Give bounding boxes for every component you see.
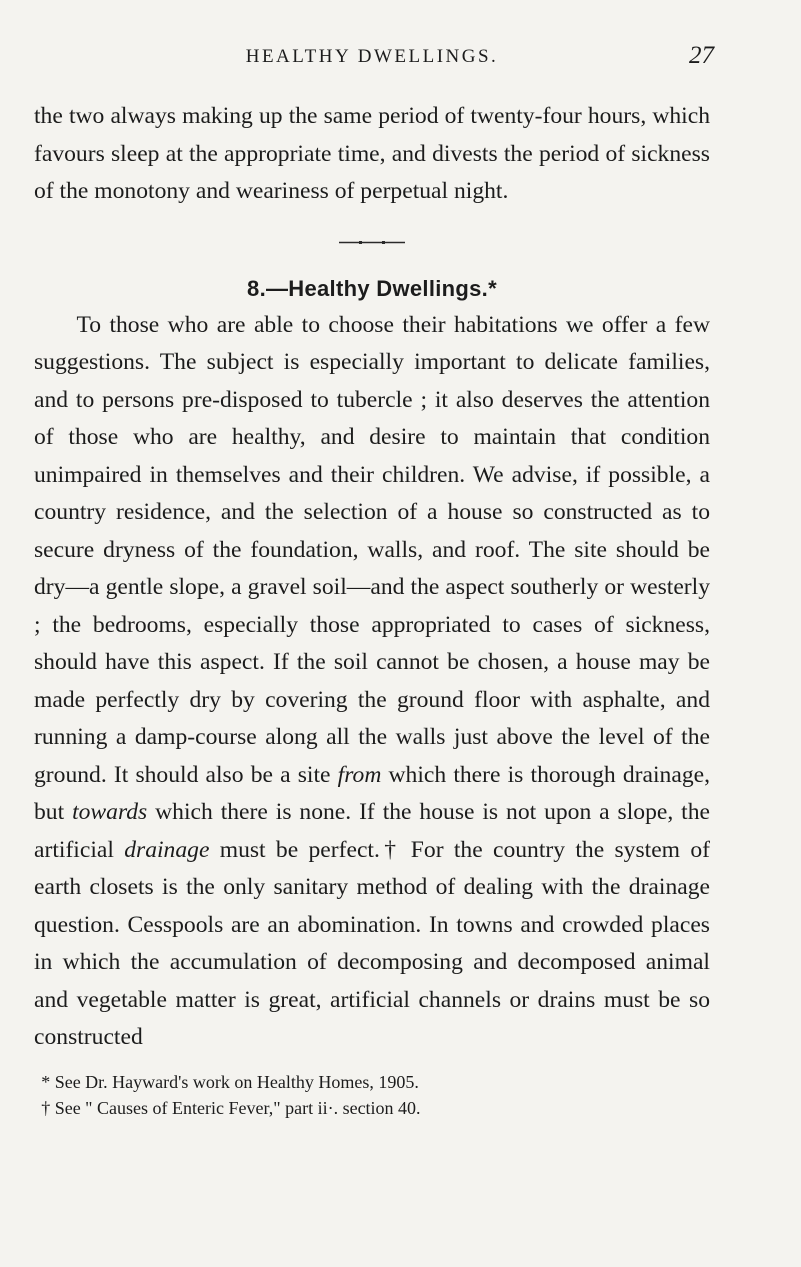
body-text-part3: which there is none. If the house is not upon a slope, the artificial	[34, 799, 710, 863]
page-number: 27	[689, 42, 714, 69]
emphasis-drainage: drainage	[124, 836, 210, 863]
body-text-part1: To those who are able to choose their habitations we offer a few suggestions. The subject is especially important to delicate families, and to persons pre-disposed to tubercle ; it also deserves the attention of those who are healthy, and desire to maintain that condition unimpaired in themselves and their children. We advise, if possible, a country residence, and the selection of a house so constructed as to secure dryness of the foundation, walls, and roof. The site should be dry—a gentle slope, a gravel soil—and the aspect southerly or westerly ; the bedrooms, especially those appropriated to cases of sickness, should have this aspect. If the soil cannot be chosen, a house may be made perfectly dry by covering the ground floor with asphalte, and running a damp-course along all the walls just above the level of the ground. It should also be a site	[34, 311, 710, 788]
body-text-part2: which there is thorough drainage, but	[34, 761, 710, 825]
emphasis-towards: towards	[72, 799, 148, 825]
book-page	[34, 40, 714, 1121]
footnote-asterisk: * See Dr. Hayward's work on Healthy Homes, 1905.	[41, 1071, 419, 1092]
section-body-paragraph	[34, 307, 710, 1057]
ornamental-divider	[339, 238, 405, 247]
footnotes	[34, 1069, 710, 1121]
continuation-paragraph: the two always making up the same period of twenty-four hours, which favours sleep at the appropriate time, and divests the period of sickness of the monotony and weariness of perpetual night.	[34, 103, 710, 204]
footnote-dagger: † See " Causes of Enteric Fever," part ii·. section 40.	[41, 1097, 421, 1118]
running-head	[34, 40, 714, 76]
emphasis-from: from	[337, 761, 382, 788]
running-title: HEALTHY DWELLINGS.	[245, 46, 499, 67]
section-heading: 8.—Healthy Dwellings.*	[247, 275, 497, 301]
body-text-part4: must be perfect.† For the country the system of earth closets is the only sanitary method of dealing with the drainage question. Cesspools are an abomination. In towns and crowded places in which the accumulation of decomposing and decomposed animal and vegetable matter is great, artificial channels or drains must be so constructed	[34, 836, 710, 1050]
